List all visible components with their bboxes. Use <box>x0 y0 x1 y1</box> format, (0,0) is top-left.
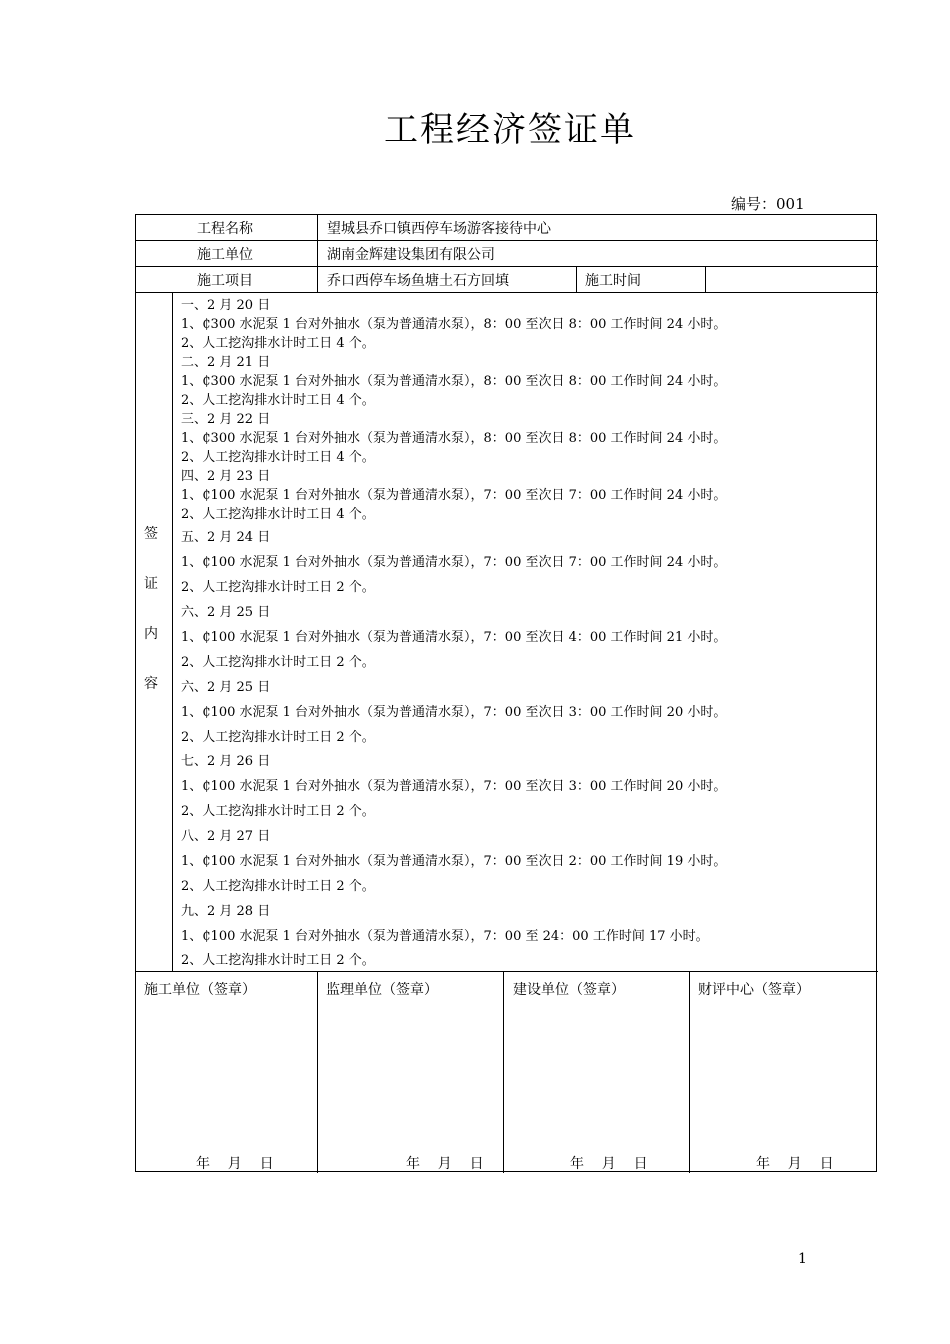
contractor-label: 施工单位 <box>197 247 253 263</box>
construction-item-label: 施工项目 <box>197 273 253 289</box>
column-divider <box>172 292 173 971</box>
content-line: 2、人工挖沟排水计时工日 4 个。 <box>181 450 375 465</box>
signature-supervisor-date: 年 月 日 <box>406 1156 484 1172</box>
content-line: 2、人工挖沟排水计时工日 2 个。 <box>181 804 375 819</box>
content-label-char: 内 <box>144 626 158 642</box>
content-line: 1、₵300 水泥泵 1 台对外抽水（泵为普通清水泵），8：00 至次日 8：00 工作时间 24 小时。 <box>181 431 727 446</box>
content-line: 二、2 月 21 日 <box>181 355 271 370</box>
content-line: 1、₵100 水泥泵 1 台对外抽水（泵为普通清水泵），7：00 至次日 3：00 工作时间 20 小时。 <box>181 705 727 720</box>
content-line: 三、2 月 22 日 <box>181 412 271 427</box>
project-name-value: 望城县乔口镇西停车场游客接待中心 <box>327 221 551 237</box>
signature-supervisor-label: 监理单位（签章） <box>326 982 438 998</box>
content-line: 九、2 月 28 日 <box>181 904 271 919</box>
signature-owner-label: 建设单位（签章） <box>513 982 625 998</box>
content-line: 1、₵100 水泥泵 1 台对外抽水（泵为普通清水泵），7：00 至次日 3：00 工作时间 20 小时。 <box>181 779 727 794</box>
column-divider <box>689 971 690 1173</box>
signature-audit-center-label: 财评中心（签章） <box>698 982 810 998</box>
content-line: 2、人工挖沟排水计时工日 4 个。 <box>181 336 375 351</box>
content-label-char: 签 <box>144 526 158 542</box>
content-line: 一、2 月 20 日 <box>181 298 271 313</box>
content-line: 五、2 月 24 日 <box>181 530 271 545</box>
row-divider <box>136 240 878 241</box>
row-divider <box>136 266 878 267</box>
content-line: 1、₵300 水泥泵 1 台对外抽水（泵为普通清水泵），8：00 至次日 8：00 工作时间 24 小时。 <box>181 317 727 332</box>
content-line: 2、人工挖沟排水计时工日 2 个。 <box>181 730 375 745</box>
content-line: 1、₵100 水泥泵 1 台对外抽水（泵为普通清水泵），7：00 至 24：00 工作时间 17 小时。 <box>181 929 709 944</box>
content-line: 1、₵300 水泥泵 1 台对外抽水（泵为普通清水泵），8：00 至次日 8：00 工作时间 24 小时。 <box>181 374 727 389</box>
content-label-char: 容 <box>144 676 158 692</box>
document-title: 工程经济签证单 <box>384 110 636 150</box>
content-line: 2、人工挖沟排水计时工日 2 个。 <box>181 953 375 968</box>
content-line: 1、₵100 水泥泵 1 台对外抽水（泵为普通清水泵），7：00 至次日 4：00 工作时间 21 小时。 <box>181 630 727 645</box>
content-line: 2、人工挖沟排水计时工日 4 个。 <box>181 507 375 522</box>
column-divider <box>705 266 706 292</box>
content-line: 六、2 月 25 日 <box>181 680 271 695</box>
content-line: 1、₵100 水泥泵 1 台对外抽水（泵为普通清水泵），7：00 至次日 7：00 工作时间 24 小时。 <box>181 488 727 503</box>
content-line: 2、人工挖沟排水计时工日 4 个。 <box>181 393 375 408</box>
page-number: 1 <box>798 1251 807 1267</box>
content-line: 六、2 月 25 日 <box>181 605 271 620</box>
contractor-value: 湖南金辉建设集团有限公司 <box>327 247 495 263</box>
content-line: 2、人工挖沟排水计时工日 2 个。 <box>181 655 375 670</box>
signature-contractor-date: 年 月 日 <box>196 1156 274 1172</box>
signature-owner-date: 年 月 日 <box>570 1156 648 1172</box>
column-divider <box>317 971 318 1173</box>
construction-item-value: 乔口西停车场鱼塘土石方回填 <box>327 273 509 289</box>
document-number: 编号：001 <box>731 195 805 213</box>
visa-form-table <box>135 214 877 1172</box>
column-divider <box>503 971 504 1173</box>
content-line: 1、₵100 水泥泵 1 台对外抽水（泵为普通清水泵），7：00 至次日 2：00 工作时间 19 小时。 <box>181 854 727 869</box>
column-divider <box>576 266 577 292</box>
row-divider <box>136 292 878 293</box>
signature-audit-center-date: 年 月 日 <box>756 1156 834 1172</box>
content-line: 1、₵100 水泥泵 1 台对外抽水（泵为普通清水泵），7：00 至次日 7：00 工作时间 24 小时。 <box>181 555 727 570</box>
column-divider <box>317 215 318 292</box>
row-divider <box>136 971 878 972</box>
content-line: 八、2 月 27 日 <box>181 829 271 844</box>
content-line: 七、2 月 26 日 <box>181 754 271 769</box>
project-name-label: 工程名称 <box>197 221 253 237</box>
construction-time-label: 施工时间 <box>585 273 641 289</box>
content-line: 2、人工挖沟排水计时工日 2 个。 <box>181 580 375 595</box>
signature-contractor-label: 施工单位（签章） <box>144 982 256 998</box>
content-line: 四、2 月 23 日 <box>181 469 271 484</box>
content-line: 2、人工挖沟排水计时工日 2 个。 <box>181 879 375 894</box>
content-label-char: 证 <box>144 576 158 592</box>
